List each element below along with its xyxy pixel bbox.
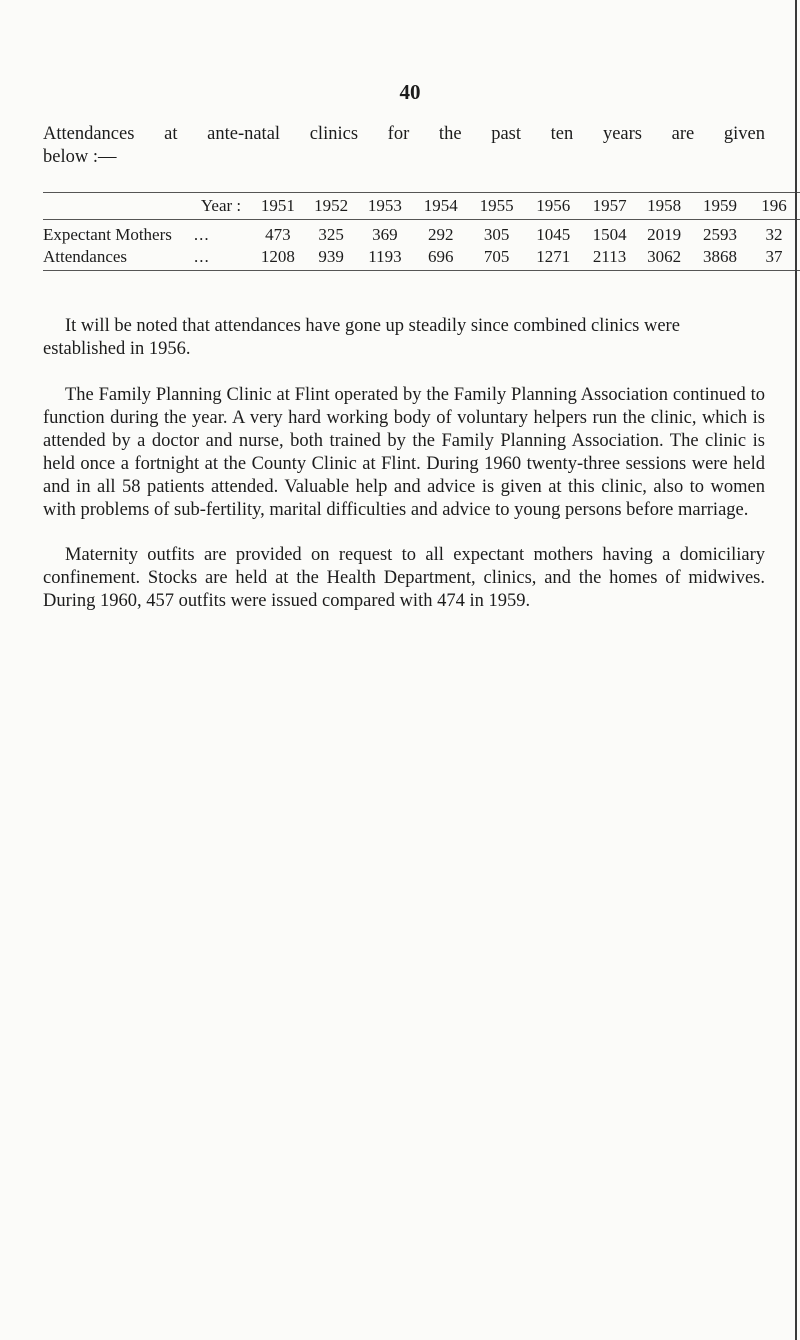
value-cell: 1193 (358, 246, 412, 271)
value-cell: 705 (470, 246, 524, 271)
year-cell: 1953 (358, 193, 412, 220)
value-cell: 473 (265, 225, 291, 244)
maternity-outfits-paragraph: Maternity outfits are provided on request to all expectant mothers having a domiciliary confinement. Stocks are held at the Health Department, clinics, and the homes of midwives. During 1960, 457 outfits were issued compared with 474 in 1959. (43, 545, 765, 611)
value-cell: 1271 (524, 246, 583, 271)
table-row (43, 220, 800, 247)
value-cell: 32 (765, 225, 783, 244)
year-cell: 1952 (304, 193, 357, 220)
attendance-table (43, 192, 800, 271)
value-cell: 369 (372, 225, 398, 244)
year-cell: 1956 (524, 193, 583, 220)
intro-paragraph (43, 123, 765, 169)
value-cell: 3868 (692, 246, 748, 271)
value-cell: 2019 (647, 225, 682, 244)
year-cell: 1958 (636, 193, 692, 220)
page-number: 40 (399, 80, 421, 104)
value-cell: 939 (304, 246, 357, 271)
value-cell: 305 (483, 225, 510, 244)
year-cell: 196 (748, 193, 800, 220)
intro-line-1: Attendances at ante-natal clinics for the past ten years are given (43, 124, 765, 144)
value-cell: 325 (318, 225, 344, 244)
value-cell: 696 (412, 246, 470, 271)
table-header-row (43, 193, 800, 220)
value-cell: 1208 (251, 246, 304, 271)
value-cell: 1045 (536, 225, 571, 244)
year-cell: 1955 (470, 193, 524, 220)
row-label: Attendances ... (43, 246, 251, 271)
family-planning-paragraph: The Family Planning Clinic at Flint operated by the Family Planning Association continued to function during the year. A very hard working body of voluntary helpers run the clinic, which is attended by a doctor and nurse, both trained by the Family Planning Association. The clinic is held once a fortnight at the County Clinic at Flint. During 1960 twenty-three sessions were held and in all 58 patients attended. Valuable help and advice is given at this clinic, also to women with problems of sub-fertility, marital difficulties and advice to young persons before marriage. (43, 385, 765, 520)
value-cell: 292 (428, 225, 454, 244)
year-cell: 1957 (583, 193, 636, 220)
table-row (43, 246, 800, 271)
value-cell: 1504 (592, 225, 627, 244)
year-cell: 1954 (412, 193, 470, 220)
intro-line-2: below :— (43, 147, 117, 167)
value-cell: 2593 (703, 225, 738, 244)
page-edge-divider (795, 0, 797, 1340)
value-cell: 2113 (583, 246, 636, 271)
year-cell: 1959 (692, 193, 748, 220)
value-cell: 37 (748, 246, 800, 271)
value-cell: 3062 (636, 246, 692, 271)
row-label: Expectant Mothers ... (43, 225, 210, 244)
year-cell: 1951 (251, 193, 304, 220)
attendance-note-paragraph: It will be noted that attendances have gone up steadily since combined clinics were established in 1956. (43, 316, 680, 359)
year-header-label: Year : (43, 193, 251, 220)
